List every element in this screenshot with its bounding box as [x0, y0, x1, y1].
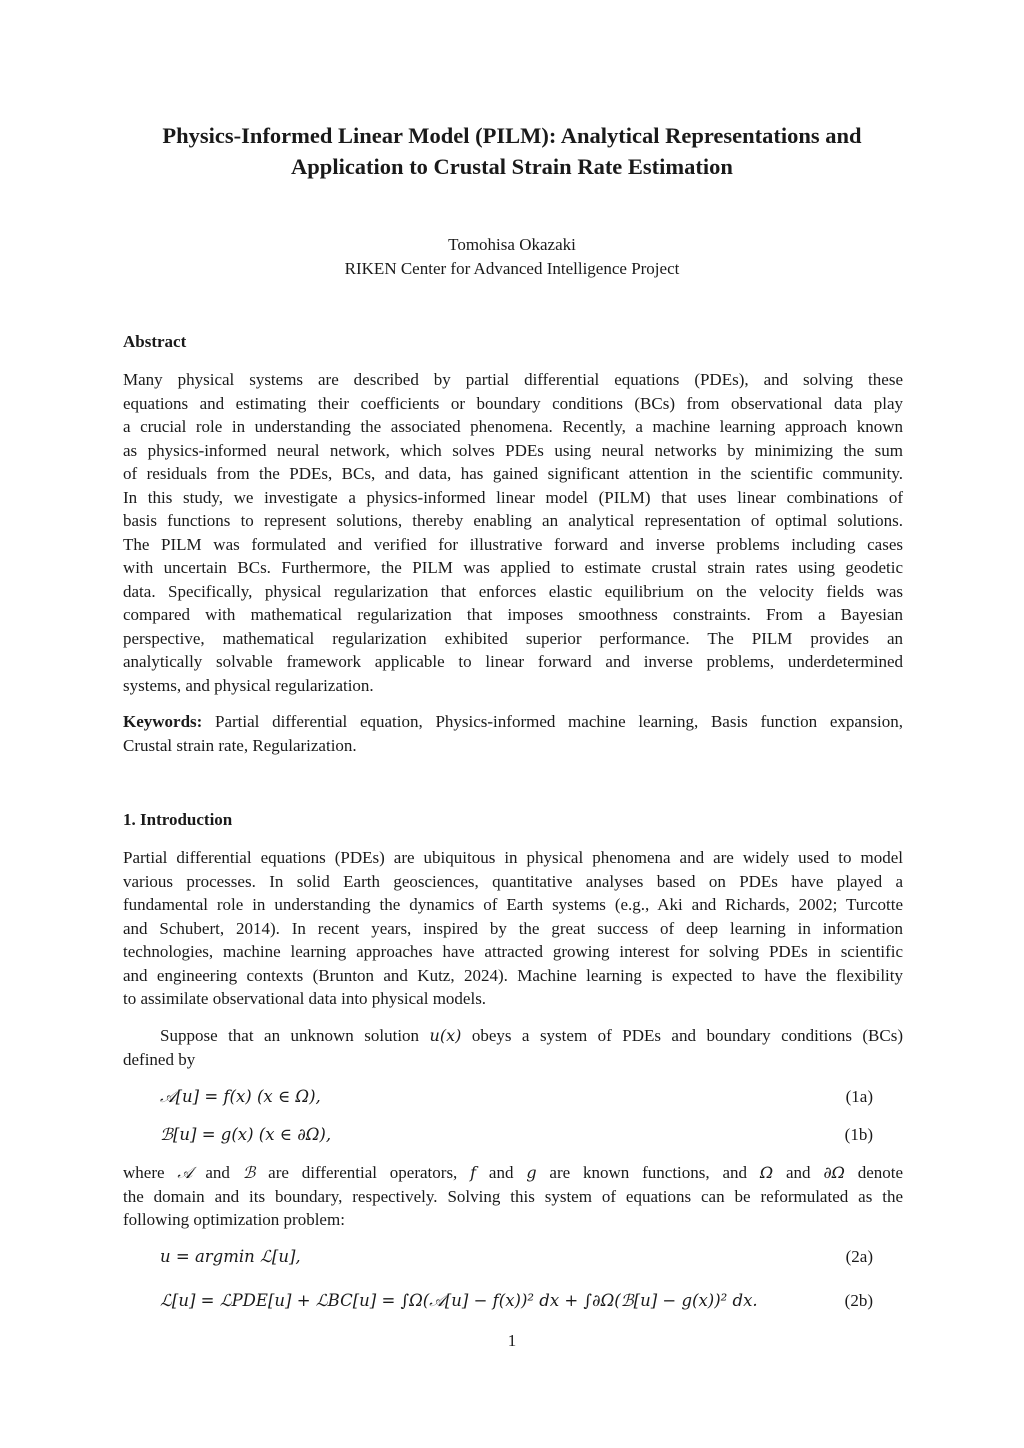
equation-1a-number: (1a)	[845, 1087, 873, 1106]
introduction-paragraph-3: where 𝒜 and ℬ are differential operators, f and g are known functions, and Ω and ∂Ω denote the domain and its boundary, respectively. Solving this system of equations can be reformulated as the following optimization problem:	[123, 1163, 904, 1229]
keywords-line-1: Partial differential equation, Physics-informed machine learning, Basis function expansion,	[215, 712, 904, 731]
abstract-line-4: as physics-informed neural network, which solves PDEs using neural networks by minimizing the sum	[123, 440, 903, 460]
abstract-line-1: Many physical systems are described by partial differential equations (PDEs), and solving these	[123, 370, 903, 389]
keywords-label: Keywords:	[123, 712, 203, 731]
abstract-line-8: The PILM was formulated and verified for illustrative forward and inverse problems including cases	[123, 534, 903, 554]
introduction-paragraph-1	[123, 846, 903, 1011]
author-name: Tomohisa Okazaki	[448, 235, 576, 254]
title-line-2: Application to Crustal Strain Rate Estimation	[291, 154, 733, 179]
paper-title	[100, 120, 924, 182]
equation-2a-expression: u = argmin ℒ[u],	[160, 1247, 301, 1266]
author-block	[100, 233, 924, 280]
abstract-line-7: basis functions to represent solutions, thereby enabling an analytical representation of optimal solutions.	[123, 511, 903, 530]
abstract-line-9: with uncertain BCs. Furthermore, the PILM was applied to estimate crustal strain rates using geodetic	[123, 558, 903, 577]
equation-2a	[160, 1244, 873, 1270]
introduction-heading: 1. Introduction	[123, 810, 233, 829]
introduction-paragraph-1-line-4: and Schubert, 2014). In recent years, inspired by the great success of deep learning in information	[123, 918, 903, 938]
abstract-line-13: analytically solvable framework applicable to linear forward and inverse problems, underdetermined	[123, 652, 903, 671]
keywords-line-2: Crustal strain rate, Regularization.	[123, 735, 357, 755]
abstract-line-14: systems, and physical regularization.	[123, 675, 374, 695]
introduction-paragraph-1-line-7: to assimilate observational data into physical models.	[123, 989, 487, 1008]
introduction-paragraph-2: Suppose that an unknown solution u(x) obeys a system of PDEs and boundary conditions (BCs) defined by	[123, 1026, 904, 1069]
author-affiliation: RIKEN Center for Advanced Intelligence Project	[344, 258, 680, 278]
equation-1b-number: (1b)	[844, 1125, 873, 1144]
equation-1b-expression: ℬ[u] = g(x) (x ∈ ∂Ω),	[160, 1125, 332, 1144]
keywords-block	[123, 710, 903, 757]
abstract-line-10: data. Specifically, physical regularization that enforces elastic equilibrium on the velocity fields was	[123, 581, 903, 601]
equation-2b-expression: ℒ[u] = ℒPDE[u] + ℒBC[u] = ∫Ω(𝒜[u] − f(x))² dx + ∫∂Ω(ℬ[u] − g(x))² dx.	[160, 1291, 758, 1310]
equation-1b	[160, 1122, 873, 1148]
abstract-line-2: equations and estimating their coefficients or boundary conditions (BCs) from observational data play	[123, 393, 903, 413]
title-line-1: Physics-Informed Linear Model (PILM): Analytical Representations and	[162, 123, 862, 148]
introduction-paragraph-1-line-3: fundamental role in understanding the dynamics of Earth systems (e.g., Aki and Richards, 2002; Turcotte	[123, 895, 903, 914]
introduction-paragraph-1-line-1: Partial differential equations (PDEs) are ubiquitous in physical phenomena and are widely used to model	[123, 848, 903, 867]
abstract-body	[123, 368, 903, 697]
abstract-line-5: of residuals from the PDEs, BCs, and data, has gained significant attention in the scientific community.	[123, 464, 903, 483]
equation-2b	[160, 1288, 873, 1314]
abstract-line-3: a crucial role in understanding the associated phenomena. Recently, a machine learning approach known	[123, 417, 903, 436]
equation-1a	[160, 1084, 873, 1110]
abstract-heading: Abstract	[123, 332, 187, 351]
abstract-line-12: perspective, mathematical regularization exhibited superior performance. The PILM provides an	[123, 628, 903, 648]
introduction-paragraph-1-line-2: various processes. In solid Earth geosciences, quantitative analyses based on PDEs have played a	[123, 871, 903, 891]
equation-1a-expression: 𝒜[u] = f(x) (x ∈ Ω),	[160, 1087, 321, 1106]
symbol-u-of-x: u(x)	[429, 1026, 462, 1045]
page-number: 1	[507, 1331, 517, 1350]
abstract-line-6: In this study, we investigate a physics-informed linear model (PILM) that uses linear combinations of	[123, 487, 903, 507]
equation-2a-number: (2a)	[845, 1247, 873, 1266]
abstract-line-11: compared with mathematical regularization that imposes smoothness constraints. From a Bayesian	[123, 605, 903, 624]
introduction-paragraph-1-line-6: and engineering contexts (Brunton and Kutz, 2024). Machine learning is expected to have the flexibility	[123, 965, 903, 985]
equation-2b-number: (2b)	[844, 1291, 873, 1310]
introduction-paragraph-1-line-5: technologies, machine learning approaches have attracted growing interest for solving PDEs in scientific	[123, 942, 903, 961]
